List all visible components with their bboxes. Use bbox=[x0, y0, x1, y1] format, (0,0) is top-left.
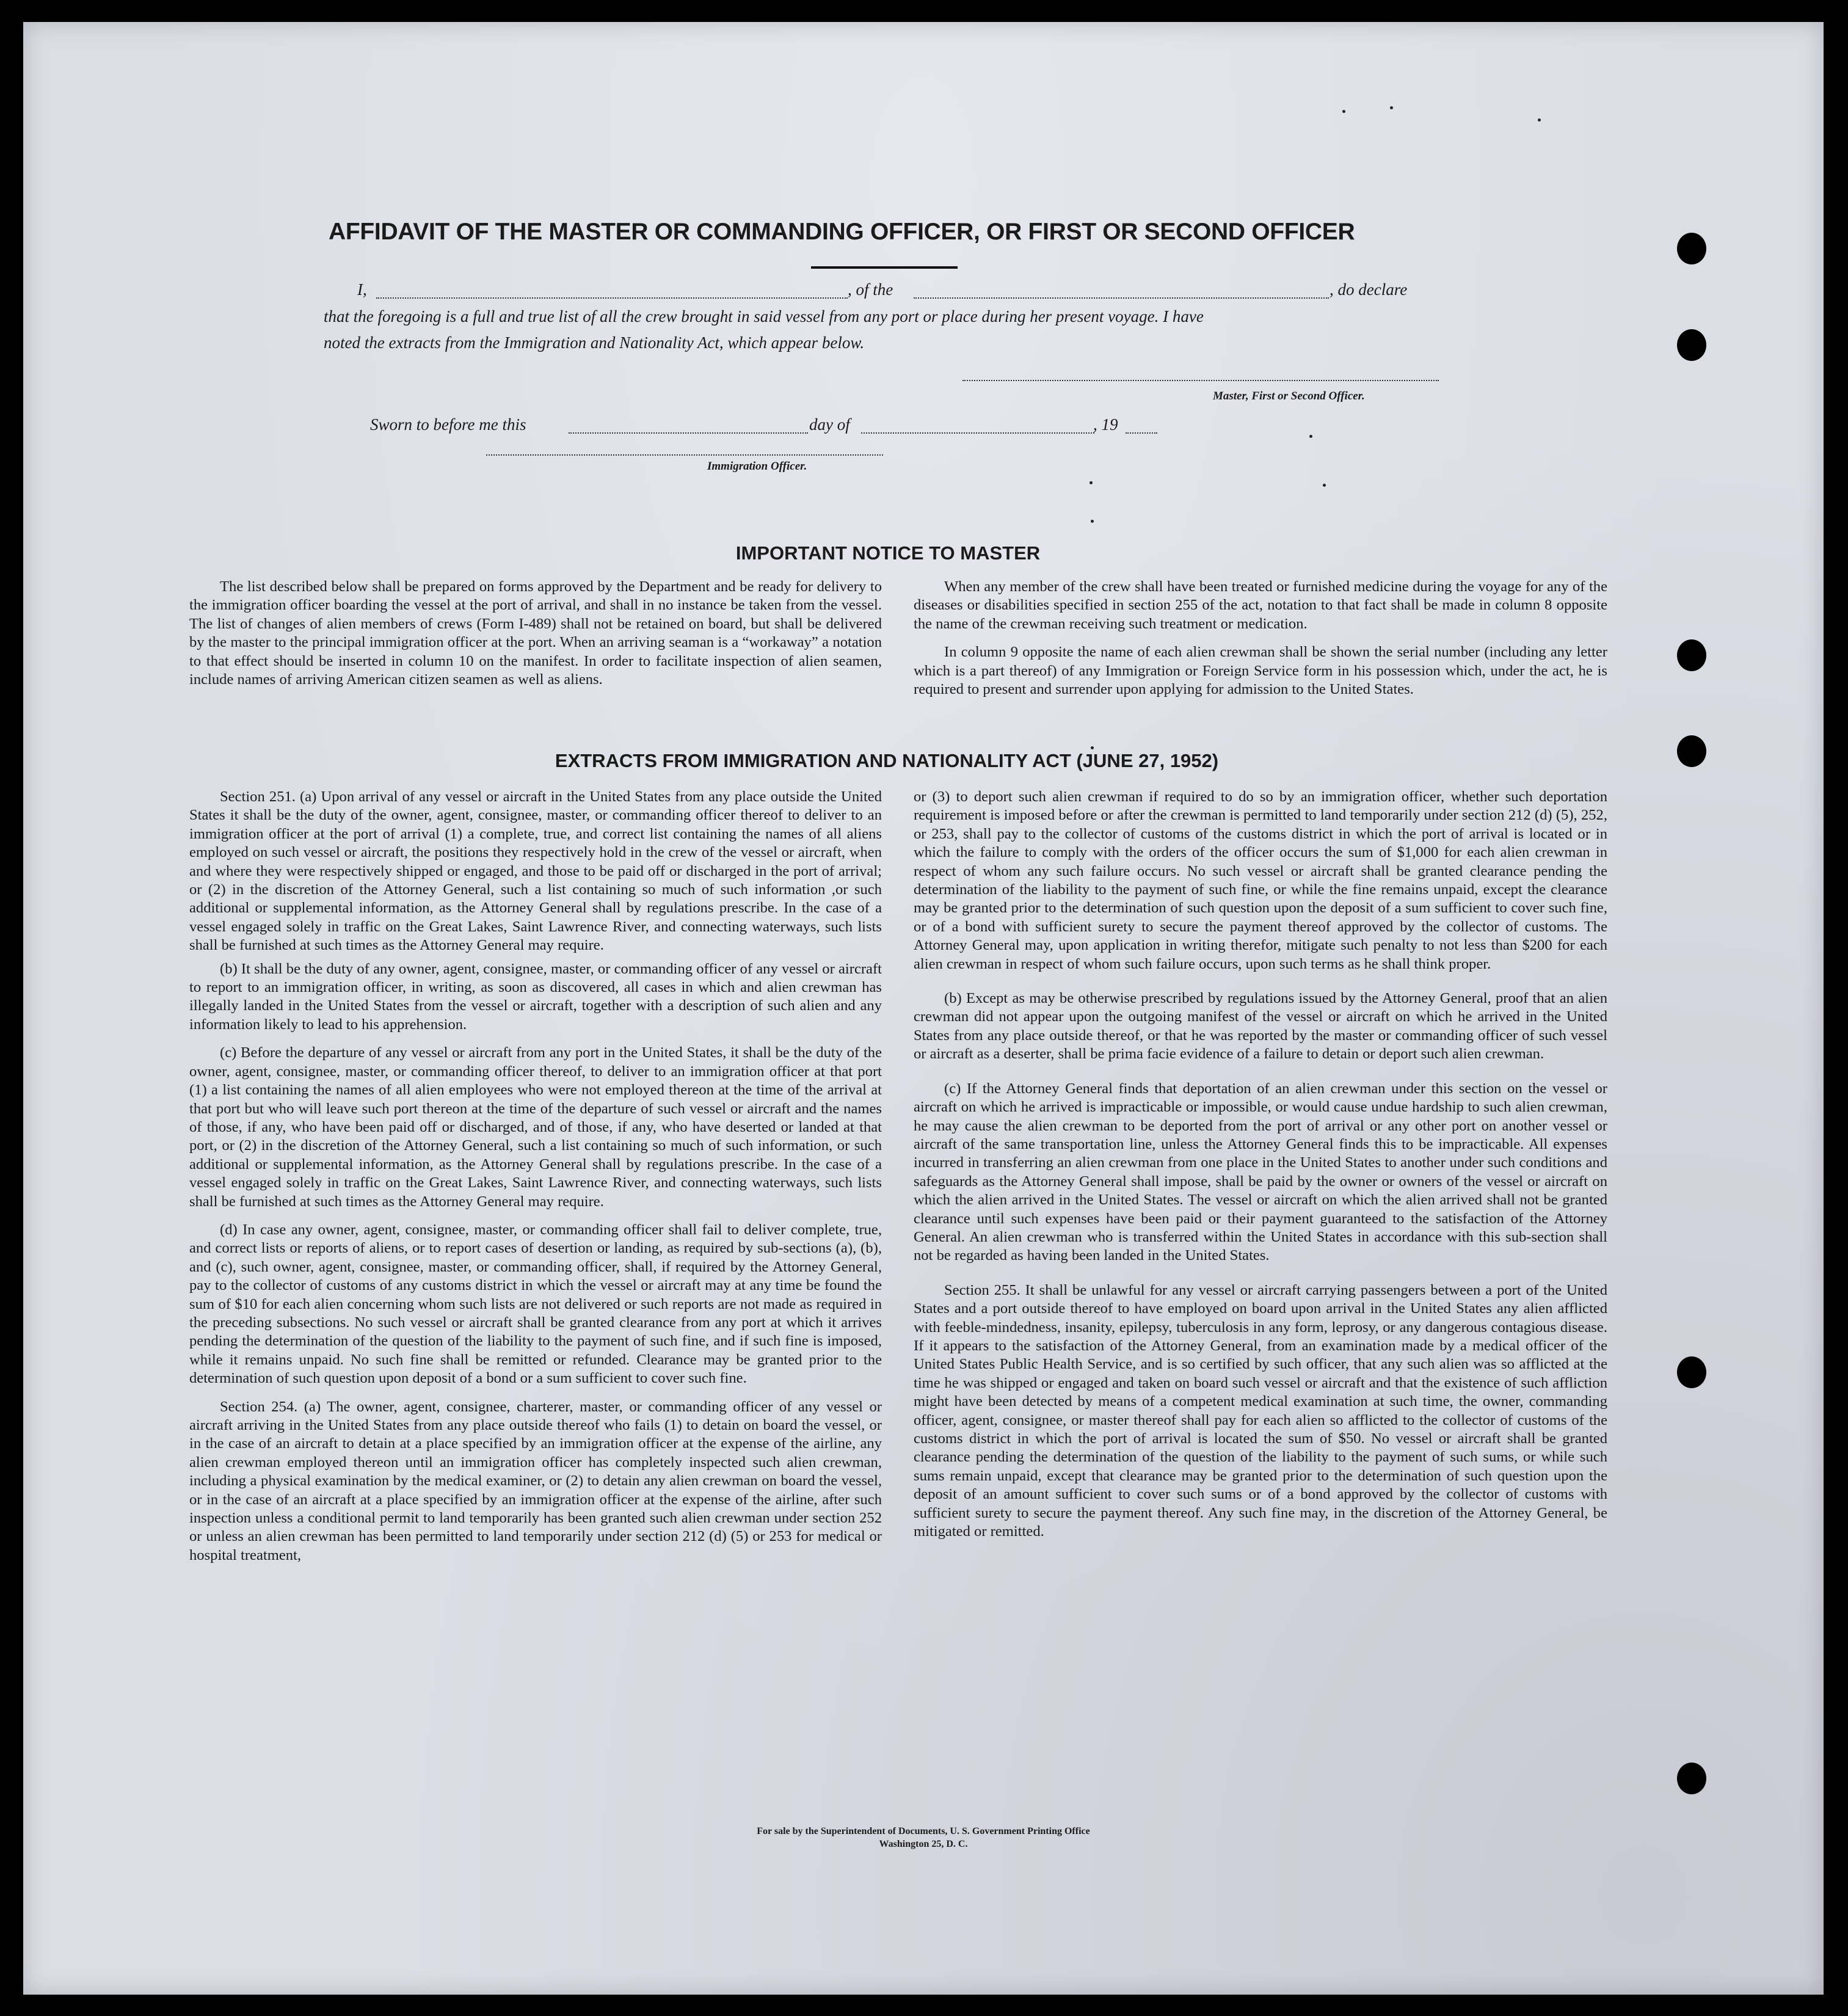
footer-line-1: For sale by the Superintendent of Documents, U. S. Government Printing Office bbox=[757, 1826, 1090, 1836]
section-paragraph: Section 254. (a) The owner, agent, consignee, charterer, master, or commanding officer of any vessel or aircraft arriving in the United States from any place outside thereof who fails (1) to detain on board the vessel, or in the case of an aircraft to detain at a place specified by an immigration officer at the expense of the airline, any alien crewman employed thereon until an immigration officer has completely inspected such alien crewman, including a physical examination by the medical examiner, or (2) to detain any alien crewman on board the vessel, or in the case of an aircraft at a place specified by an immigration officer at the expense of the airline, after such inspection unless a conditional permit to land temporarily has been granted such alien crewman under section 252 or unless an alien crewman has been permitted to land temporarily under section 212 (d) (5) or 253 for medical or hospital treatment, bbox=[189, 1398, 882, 1563]
extracts-left-column bbox=[189, 788, 882, 1569]
section-paragraph: (c) Before the departure of any vessel or aircraft from any port in the United States, it shall be the duty of the owner, agent, consignee, master, or commanding officer thereof, to deliver to an immigration officer at that port (1) a list containing the names of all alien employees who were not employed thereon at the time of the arrival at that port but who will leave such port thereon at the time of the departure of such vessel or aircraft and the names of those, if any, who have been paid off or discharged, and of those, if any, who have deserted or landed at that port, or (2) in the discretion of the Attorney General, such a list containing so much of such information, or such additional or supplemental information, as the Attorney General shall by regulations prescribe. In the case of a vessel engaged solely in traffic on the Great Lakes, Saint Lawrence River, and connecting waterways, such lists shall be furnished at such times as the Attorney General may require. bbox=[189, 1044, 882, 1210]
sworn-year: , 19 bbox=[1093, 415, 1118, 434]
declaration-lead: I, bbox=[357, 280, 367, 299]
declaration-line-3: noted the extracts from the Immigration and Nationality Act, which appear below. bbox=[324, 333, 865, 352]
sworn-year-field[interactable] bbox=[1126, 418, 1157, 434]
declaration-line-2: that the foregoing is a full and true list of all the crew brought in said vessel from any port or place during her present voyage. I have bbox=[324, 307, 1204, 326]
sworn-day-of: day of bbox=[809, 415, 850, 434]
section-paragraph: Section 255. It shall be unlawful for any vessel or aircraft carrying passengers between a port of the United States and a port outside thereof to have employed on board upon arrival in the United States any alien afflicted with feeble-mindedness, insanity, epilepsy, tuberculosis in any form, leprosy, or any dangerous contagious disease. If it appears to the satisfaction of the Attorney General, from an examination made by a medical officer of the United States Public Health Service, and is so certified by such officer, that any such alien was so afflicted at the time he was shipped or engaged and taken on board such vessel or aircraft and that the existence of such affliction might have been detected by means of a competent medical examination at such time, the owner, commanding officer, agent, consignee, or master thereof shall pay for each alien so afflicted to the collector of customs of the customs district in which the port of arrival is located the sum of $50. No vessel or aircraft shall be granted clearance pending the determination of the question of the liability to the payment of such sums, or while such sums remain unpaid, except that clearance may be granted prior to the determination of such question upon the deposit of an amount sufficient to cover such sums or of a bond approved by the collector of customs with sufficient surety to secure the payment thereof. Any such fine may, in the discretion of the Attorney General, be mitigated or remitted. bbox=[914, 1281, 1607, 1540]
sworn-text: Sworn to before me this bbox=[370, 415, 526, 434]
speck bbox=[1538, 118, 1541, 122]
notice-paragraph: The list described below shall be prepared on forms approved by the Department and be ready for delivery to the immigration officer boarding the vessel at the port of arrival, and shall in no instance be taken from the vessel. The list of changes of alien members of crews (Form I-489) shall not be retained on board, but shall be delivered by the master to the principal immigration officer at the port. When an arriving seaman is a “workaway” a notation to that effect should be inserted in column 10 on the manifest. In order to facilitate inspection of alien seamen, include names of arriving American citizen seamen as well as aliens. bbox=[189, 578, 882, 688]
speck bbox=[1090, 481, 1093, 484]
section-paragraph: (b) It shall be the duty of any owner, agent, consignee, master, or commanding officer of any vessel or aircraft to report to an immigration officer, in writing, as soon as discovered, all cases in which and alien crewman has illegally landed in the United States from the vessel or aircraft, together with a description of such alien and any information likely to lead to his apprehension. bbox=[189, 960, 882, 1033]
punch-hole bbox=[1677, 329, 1706, 361]
section-paragraph: Section 251. (a) Upon arrival of any vessel or aircraft in the United States from any place outside the United States it shall be the duty of the owner, agent, consignee, master, or commanding officer thereof to deliver to an immigration officer at the port of arrival (1) a complete, true, and correct list containing the names of all aliens employed on such vessel or aircraft, the positions they respectively hold in the crew of the vessel or aircraft, when and where they were respectively shipped or engaged, and those to be paid off or discharged in the port of arrival; or (2) in the discretion of the Attorney General, such a list containing so much of such information ,or such additional or supplemental information, as the Attorney General shall by regulations prescribe. In the case of a vessel engaged solely in traffic on the Great Lakes, Saint Lawrence River, and connecting waterways, such lists shall be furnished at such times as the Attorney General may require. bbox=[189, 788, 882, 954]
officer-label: Immigration Officer. bbox=[707, 460, 807, 473]
punch-hole bbox=[1677, 735, 1706, 767]
sworn-month-field[interactable] bbox=[861, 418, 1094, 434]
declaration-of-the: , of the bbox=[848, 280, 893, 299]
section-paragraph: (c) If the Attorney General finds that deportation of an alien crewman under this section on the vessel or aircraft on which he arrived is impracticable or impossible, or would cause undue hardship to such alien crewman, he may cause the alien crewman to be deported from the port of arrival or any other port on another vessel or aircraft of the same transportation line, unless the Attorney General finds this to be impracticable. All expenses incurred in transferring an alien crewman from one place in the United States to another under such conditions and safeguards as the Attorney General shall impose, shall be paid by the owner or owners of the vessel or aircraft on which the alien arrived in the United States. The vessel or aircraft on which the alien arrived shall not be granted clearance until such expenses have been paid or their payment guaranteed to the satisfaction of the Attorney General. An alien crewman who is transferred within the United States in accordance with this sub-section shall not be regarded as having been landed in the United States. bbox=[914, 1080, 1607, 1264]
speck bbox=[1091, 746, 1094, 749]
notice-paragraph: In column 9 opposite the name of each alien crewman shall be shown the serial number (including any letter which is a part thereof) of any Immigration or Foreign Service form in his possession which, under the act, he is required to present and surrender upon applying for admission to the United States. bbox=[914, 644, 1607, 698]
name-field[interactable] bbox=[376, 282, 848, 299]
section-paragraph: or (3) to deport such alien crewman if required to do so by an immigration officer, whether such deportation requirement is imposed before or after the crewman is permitted to land temporarily under section 212 (d) (5), 252, or 253, shall pay to the collector of customs of the customs district in which the port of arrival is located or in which the failure to comply with the orders of the officer occurs the sum of $1,000 for each alien crewman in respect of whom any such failure occurs. No such vessel or aircraft shall be granted clearance pending the determination of the liability to the payment of such fine, or while the fine remains unpaid, except the clearance may be granted prior to the determination of such question upon the deposit of a sum sufficient to cover such fine, or of a bond with sufficient surety to secure the payment thereof approved by the collector of customs. The Attorney General may, upon application in writing therefor, mitigate such penalty to not less than $200 for each alien crewman in respect of whom such failure occurs, upon such terms as he shall think proper. bbox=[914, 788, 1607, 972]
declaration-do-declare: , do declare bbox=[1330, 280, 1408, 299]
notice-right-column bbox=[914, 578, 1607, 703]
extracts-right-column bbox=[914, 788, 1607, 1545]
form-title: AFFIDAVIT OF THE MASTER OR COMMANDING OFFICER, OR FIRST OR SECOND OFFICER bbox=[329, 219, 1355, 245]
punch-hole bbox=[1677, 1356, 1706, 1388]
notice-paragraph: When any member of the crew shall have been treated or furnished medicine during the voyage for any of the diseases or disabilities specified in section 255 of the act, notation to that fact shall be made in column 8 opposite the name of the crewman receiving such treatment or medication. bbox=[914, 578, 1607, 632]
speck bbox=[1342, 110, 1345, 113]
extracts-heading: EXTRACTS FROM IMMIGRATION AND NATIONALITY ACT (JUNE 27, 1952) bbox=[555, 750, 1219, 771]
punch-hole bbox=[1677, 639, 1706, 671]
speck bbox=[1091, 520, 1094, 523]
vessel-field[interactable] bbox=[914, 282, 1329, 299]
sworn-day-field[interactable] bbox=[569, 418, 808, 434]
signature-line[interactable] bbox=[962, 380, 1439, 381]
printing-footer bbox=[23, 1825, 1824, 1850]
title-rule bbox=[811, 266, 958, 269]
signature-label: Master, First or Second Officer. bbox=[1213, 390, 1365, 402]
notice-heading: IMPORTANT NOTICE TO MASTER bbox=[735, 542, 1041, 564]
punch-hole bbox=[1677, 1763, 1706, 1794]
speck bbox=[1323, 484, 1326, 487]
officer-signature-line[interactable] bbox=[486, 454, 883, 456]
speck bbox=[1309, 435, 1312, 438]
punch-hole bbox=[1677, 233, 1706, 264]
form-page bbox=[23, 22, 1824, 1995]
footer-line-2: Washington 25, D. C. bbox=[879, 1839, 968, 1849]
section-paragraph: (d) In case any owner, agent, consignee, master, or commanding officer shall fail to deliver complete, true, and correct lists or reports of aliens, or to report cases of desertion or landing, as required by sub-sections (a), (b), and (c), such owner, agent, consignee, master, or commanding officer, shall, if required by the Attorney General, pay to the collector of customs of any customs district in which the vessel or aircraft may at any time be found the sum of $10 for each alien concerning whom such lists are not delivered or such reports are not made as required in the preceding subsections. No such vessel or aircraft shall be granted clearance from any port at which it arrives pending the determination of the question of the liability to the payment of such fine, and if such fine is imposed, while it remains unpaid. No such fine shall be remitted or refunded. Clearance may be granted prior to the determination of such question upon deposit of a bond or a sum sufficient to cover such fine. bbox=[189, 1221, 882, 1387]
section-paragraph: (b) Except as may be otherwise prescribed by regulations issued by the Attorney General, proof that an alien crewman did not appear upon the outgoing manifest of the vessel or aircraft on which he arrived in the United States from any place outside thereof, or that he was reported by the master or commanding officer of such vessel or aircraft as a deserter, shall be prima facie evidence of a failure to detain or deport such alien crewman. bbox=[914, 990, 1607, 1063]
speck bbox=[1390, 106, 1393, 109]
notice-left-column bbox=[189, 578, 882, 693]
